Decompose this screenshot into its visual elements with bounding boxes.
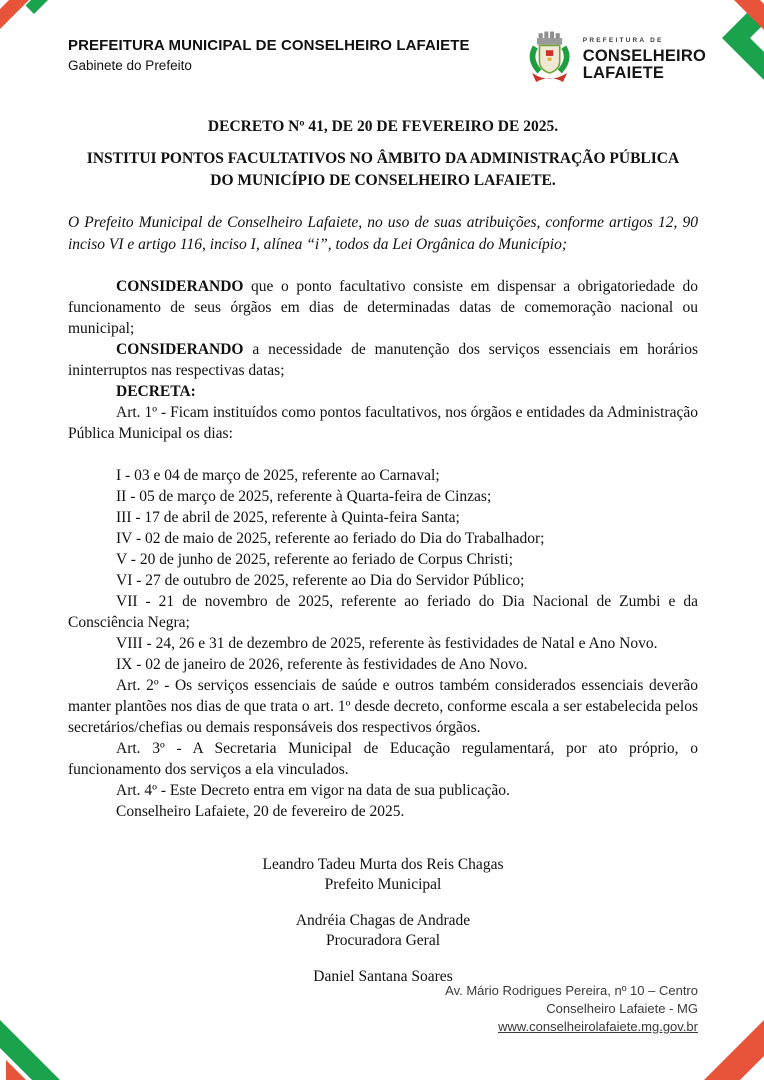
logo-line-prefeitura-de: PREFEITURA DE [582,37,664,45]
signatory-role: Prefeito Municipal [324,876,442,893]
logo-line-lafaiete: LAFAIETE [582,63,665,82]
letterhead [68,36,706,90]
organization-name: PREFEITURA MUNICIPAL DE CONSELHEIRO LAFAIETE [68,37,470,54]
footer-city: Conselheiro Lafaiete - MG [546,1001,698,1016]
list-item: III - 17 de abril de 2025, referente à Quinta-feira Santa; [116,509,460,526]
letterhead-text [68,36,470,75]
list-item: VI - 27 de outubro de 2025, referente ao Dia do Servidor Público; [116,572,525,589]
bottom-left-ribbon-decoration [0,980,100,1080]
list-item: V - 20 de junho de 2025, referente ao feriado de Corpus Christi; [116,551,514,568]
preamble-paragraph: O Prefeito Municipal de Conselheiro Lafaiete, no uso de suas atribuições, conforme artigos 12, 90 inciso VI e artigo 116, inciso I, alínea “i”, todos da Lei Orgânica do Município; [68,214,698,253]
signatory-name: Andréia Chagas de Andrade [295,912,471,929]
footer-address: Av. Mário Rodrigues Pereira, nº 10 – Centro [445,983,698,998]
article-4-paragraph: Art. 4º - Este Decreto entra em vigor na data de sua publicação. [116,782,510,799]
article-2-paragraph: Art. 2º - Os serviços essenciais de saúde e outros também considerados essenciais deverão manter plantões nos dias de que trata o art. 1º desde decreto, conforme escala a ser estabelecida pelos secretários/chefias ou demais responsáveis dos respectivos órgãos. [68,677,698,736]
decree-body [0,116,764,987]
decree-subject: INSTITUI PONTOS FACULTATIVOS NO ÂMBITO DA ADMINISTRAÇÃO PÚBLICA DO MUNICÍPIO DE CONSELHEIRO LAFAIETE. [86,150,680,189]
signature-block [68,855,698,987]
considerando-text: a necessidade de manutenção dos serviços essenciais em horários ininterruptos nas respectivas datas; [68,341,698,379]
signatory-name: Daniel Santana Soares [313,968,453,985]
department-name: Gabinete do Prefeito [68,58,192,73]
considerando-text: que o ponto facultativo consiste em dispensar a obrigatoriedade do funcionamento de seus órgãos em dias de determinadas datas de comemoração nacional ou municipal; [68,278,698,337]
city-hall-logo [524,30,706,90]
logo-line-conselheiro: CONSELHEIRO [582,46,706,65]
signatory-role: Procuradora Geral [325,932,441,949]
considerando-paragraph [68,339,698,381]
footer-address-block [445,982,698,1036]
decreta-heading: DECRETA: [116,383,196,400]
signature-group [68,855,698,895]
list-item: VIII - 24, 26 e 31 de dezembro de 2025, referente às festividades de Natal e Ano Novo. [116,635,658,652]
list-item: I - 03 e 04 de março de 2025, referente ao Carnaval; [116,467,440,484]
considerando-paragraph [68,276,698,339]
article-3-paragraph: Art. 3º - A Secretaria Municipal de Educação regulamentará, por ato próprio, o funcionamento dos serviços a ela vinculados. [68,740,698,778]
list-item: VII - 21 de novembro de 2025, referente ao feriado do Dia Nacional de Zumbi e da Consciência Negra; [68,593,698,631]
considerando-section [68,276,698,381]
considerando-label: CONSIDERANDO [116,341,244,358]
list-item: IV - 02 de maio de 2025, referente ao feriado do Dia do Trabalhador; [116,530,545,547]
dateline: Conselheiro Lafaiete, 20 de fevereiro de 2025. [116,803,405,820]
signatory-name: Leandro Tadeu Murta dos Reis Chagas [262,856,504,873]
holiday-list [68,465,698,675]
signature-group [68,911,698,951]
logo-wordmark [583,38,706,82]
footer-website-link[interactable]: www.conselheirolafaiete.mg.gov.br [498,1019,698,1034]
decree-title: DECRETO Nº 41, DE 20 DE FEVEREIRO DE 2025. [207,118,559,135]
considerando-label: CONSIDERANDO [116,278,244,295]
article-1-paragraph: Art. 1º - Ficam instituídos como pontos facultativos, nos órgãos e entidades da Administração Pública Municipal os dias: [68,404,698,442]
list-item: II - 05 de março de 2025, referente à Quarta-feira de Cinzas; [116,488,492,505]
list-item: IX - 02 de janeiro de 2026, referente às festividades de Ano Novo. [116,656,528,673]
coat-of-arms-icon [524,30,576,90]
